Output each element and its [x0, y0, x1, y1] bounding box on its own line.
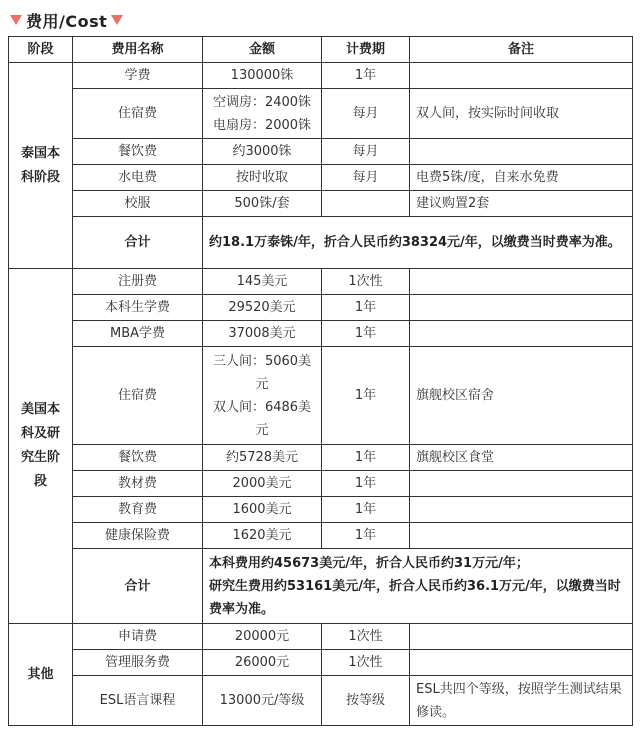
total-line: 本科费用约45673美元/年，折合人民币约31万元/年；: [209, 555, 529, 571]
down-triangle-icon: [111, 15, 123, 25]
stage-cell: 其他: [9, 624, 73, 726]
total-line: 研究生费用约53161美元/年，折合人民币约36.1万元/年，以缴费当时费率为准。: [209, 578, 621, 617]
fee-name-cell: 申请费: [73, 624, 203, 650]
stage-cell: 美国本科及研究生阶段: [9, 269, 73, 624]
table-row: [9, 445, 633, 471]
note-cell: [410, 295, 633, 321]
header-fee-name: 费用名称: [73, 37, 203, 63]
amount-cell: 130000铢: [203, 63, 322, 89]
note-cell: [410, 269, 633, 295]
note-cell: 旗舰校区食堂: [410, 445, 633, 471]
fee-name-cell: MBA学费: [73, 321, 203, 347]
amount-cell: 1600美元: [203, 497, 322, 523]
fee-name-cell: 餐饮费: [73, 445, 203, 471]
table-row: [9, 471, 633, 497]
table-row: [9, 676, 633, 726]
section-title: [10, 8, 123, 32]
amount-cell: [203, 89, 322, 139]
total-row: [9, 549, 633, 624]
period-cell: 每月: [322, 89, 410, 139]
amount-line: 双人间：6486美元: [212, 399, 312, 438]
table-header-row: [9, 37, 633, 63]
total-row: [9, 217, 633, 269]
table-row: [9, 295, 633, 321]
period-cell: 1年: [322, 445, 410, 471]
note-cell: 双人间，按实际时间收取: [410, 89, 633, 139]
table-row: [9, 63, 633, 89]
header-stage: 阶段: [9, 37, 73, 63]
table-row: [9, 191, 633, 217]
period-cell: 1年: [322, 497, 410, 523]
note-cell: [410, 63, 633, 89]
header-note: 备注: [410, 37, 633, 63]
note-cell: [410, 497, 633, 523]
amount-cell: 37008美元: [203, 321, 322, 347]
note-cell: ESL共四个等级，按照学生测试结果修读。: [410, 676, 633, 726]
amount-cell: 20000元: [203, 624, 322, 650]
header-period: 计费期: [322, 37, 410, 63]
period-cell: [322, 191, 410, 217]
amount-cell: 约3000铢: [203, 139, 322, 165]
table-row: [9, 89, 633, 139]
fee-name-cell: 住宿费: [73, 347, 203, 445]
fee-name-cell: 本科生学费: [73, 295, 203, 321]
amount-cell: 145美元: [203, 269, 322, 295]
period-cell: 1次性: [322, 650, 410, 676]
table-row: [9, 139, 633, 165]
table-row: [9, 650, 633, 676]
amount-cell: 29520美元: [203, 295, 322, 321]
amount-cell: 2000美元: [203, 471, 322, 497]
note-cell: [410, 523, 633, 549]
note-cell: [410, 650, 633, 676]
fee-name-cell: 餐饮费: [73, 139, 203, 165]
period-cell: 每月: [322, 165, 410, 191]
period-cell: 1年: [322, 471, 410, 497]
fee-name-cell: 注册费: [73, 269, 203, 295]
note-cell: 电费5铢/度，自来水免费: [410, 165, 633, 191]
fee-name-cell: 健康保险费: [73, 523, 203, 549]
note-cell: 旗舰校区宿舍: [410, 347, 633, 445]
table-row: [9, 624, 633, 650]
period-cell: 每月: [322, 139, 410, 165]
amount-cell: [203, 347, 322, 445]
fee-name-cell: 教育费: [73, 497, 203, 523]
table-row: [9, 523, 633, 549]
amount-cell: 26000元: [203, 650, 322, 676]
period-cell: 1年: [322, 347, 410, 445]
total-text: [203, 549, 633, 624]
note-cell: [410, 624, 633, 650]
fee-name-cell: 校服: [73, 191, 203, 217]
table-row: [9, 321, 633, 347]
amount-line: 空调房：2400铢: [212, 94, 312, 110]
cost-table: [8, 36, 633, 726]
amount-cell: 按时收取: [203, 165, 322, 191]
amount-cell: 1620美元: [203, 523, 322, 549]
fee-name-cell: 水电费: [73, 165, 203, 191]
fee-name-cell: 学费: [73, 63, 203, 89]
amount-cell: 约5728美元: [203, 445, 322, 471]
header-amount: 金额: [203, 37, 322, 63]
down-triangle-icon: [10, 15, 22, 25]
note-cell: [410, 471, 633, 497]
table-row: [9, 165, 633, 191]
fee-name-cell: 住宿费: [73, 89, 203, 139]
total-label: 合计: [73, 217, 203, 269]
note-cell: [410, 139, 633, 165]
period-cell: 1年: [322, 321, 410, 347]
total-label: 合计: [73, 549, 203, 624]
stage-cell: 泰国本科阶段: [9, 63, 73, 269]
period-cell: 1次性: [322, 624, 410, 650]
period-cell: 1年: [322, 63, 410, 89]
fee-name-cell: 教材费: [73, 471, 203, 497]
section-title-text: 费用/Cost: [26, 11, 108, 31]
period-cell: 按等级: [322, 676, 410, 726]
period-cell: 1年: [322, 295, 410, 321]
fee-name-cell: 管理服务费: [73, 650, 203, 676]
fee-name-cell: ESL语言课程: [73, 676, 203, 726]
amount-cell: 13000元/等级: [203, 676, 322, 726]
note-cell: 建议购置2套: [410, 191, 633, 217]
total-text: 约18.1万泰铢/年，折合人民币约38324元/年，以缴费当时费率为准。: [203, 217, 633, 269]
note-cell: [410, 321, 633, 347]
amount-cell: 500铢/套: [203, 191, 322, 217]
table-row: [9, 269, 633, 295]
table-row: [9, 347, 633, 445]
amount-line: 电扇房：2000铢: [212, 117, 312, 133]
period-cell: 1次性: [322, 269, 410, 295]
period-cell: 1年: [322, 523, 410, 549]
amount-line: 三人间：5060美元: [212, 353, 312, 392]
table-row: [9, 497, 633, 523]
